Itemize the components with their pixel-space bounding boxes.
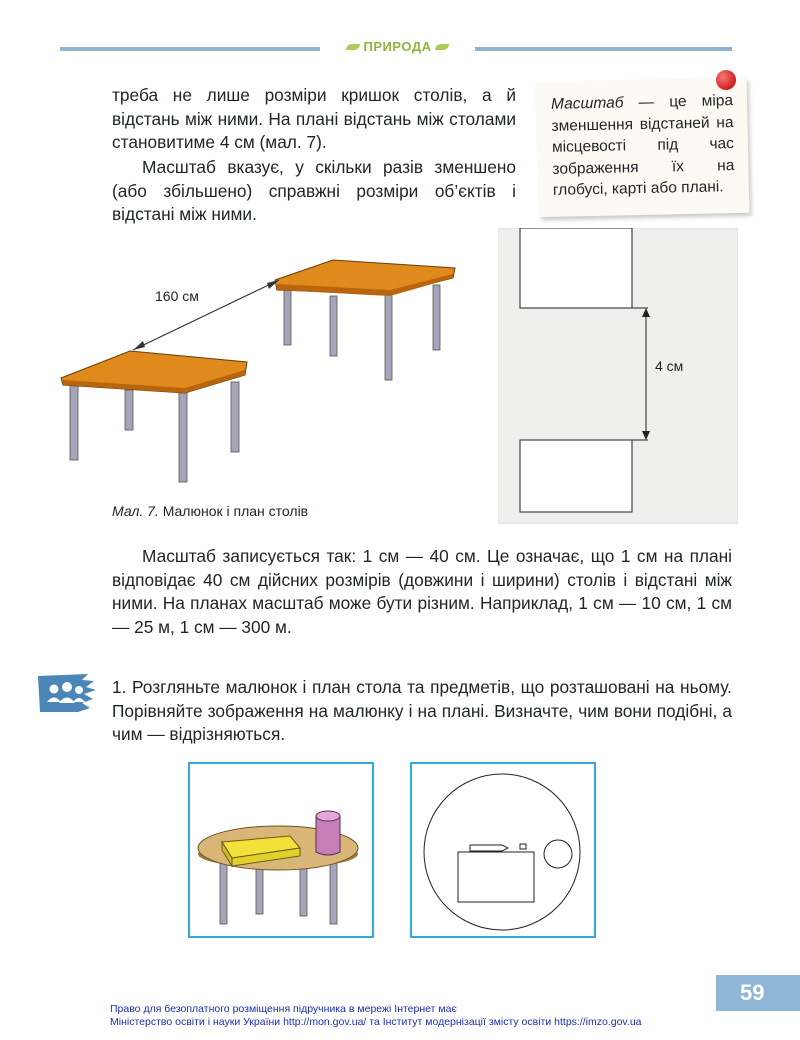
leaf-ornament-icon	[435, 44, 449, 50]
section-header	[320, 38, 475, 58]
caption-number: Мал. 7.	[112, 503, 159, 519]
back-table	[275, 260, 455, 380]
section-title: ПРИРОДА	[363, 39, 432, 54]
footer-line-1: Право для безоплатного розміщення підручника в мережі Інтернет має	[110, 1003, 457, 1015]
round-table-plan-frame	[410, 762, 596, 938]
pushpin-icon	[716, 70, 736, 90]
paragraph-1: треба не лише розміри кришок столів, а й відстань між ними. На плані відстань між столами становитиме 4 см (мал. 7).	[112, 85, 516, 152]
tables-illustration	[55, 250, 475, 495]
figure-caption	[112, 503, 308, 519]
front-table	[61, 351, 247, 482]
group-work-icon	[38, 672, 96, 714]
paragraph-3: Масштаб записується так: 1 см — 40 см. Це означає, що 1 см на плані відповідає 40 см дійсних розмірів (довжини і ширини) столів і відстані між ними. На планах масштаб може бути різним. Наприклад, 1 см — 10 см, 1 см — 25 м, 1 см — 300 м.	[112, 546, 732, 637]
definition-note	[537, 78, 750, 217]
page-number-tab	[716, 975, 800, 1011]
distance-label: 160 см	[155, 288, 199, 304]
leaf-ornament-icon	[346, 44, 360, 50]
plan-distance-label: 4 см	[655, 358, 684, 374]
definition-term: Масштаб	[550, 94, 624, 113]
paragraph-2: Масштаб вказує, у скільки разів зменшено (або збільшено) справжні розміри об’єктів і відстані між ними.	[112, 157, 516, 224]
plan-table-top	[520, 228, 632, 308]
task-text: 1. Розгляньте малюнок і план стола та предметів, що розташовані на ньому. Порівняйте зображення на малюнку і на плані. Визначте, чим вони подібні, а чим — відрізняються.	[112, 677, 732, 744]
footer-line-2: Міністерство освіти і науки України http://mon.gov.ua/ та Інститут модернізації змісту освіти https://imzo.gov.ua	[110, 1016, 642, 1028]
round-table-plan	[412, 764, 594, 936]
tables-plan	[498, 228, 738, 524]
plan-table-bottom	[520, 440, 632, 512]
round-table-drawing	[190, 764, 372, 936]
page-number: 59	[740, 980, 765, 1005]
definition-text	[551, 90, 735, 201]
caption-text: Малюнок і план столів	[158, 503, 309, 519]
license-footer	[110, 1003, 710, 1029]
round-table-drawing-frame	[188, 762, 374, 938]
definition-body: — це міра зменшення відстаней на місцевості під час зображення їх на глобусі, карті або плані.	[551, 92, 735, 199]
